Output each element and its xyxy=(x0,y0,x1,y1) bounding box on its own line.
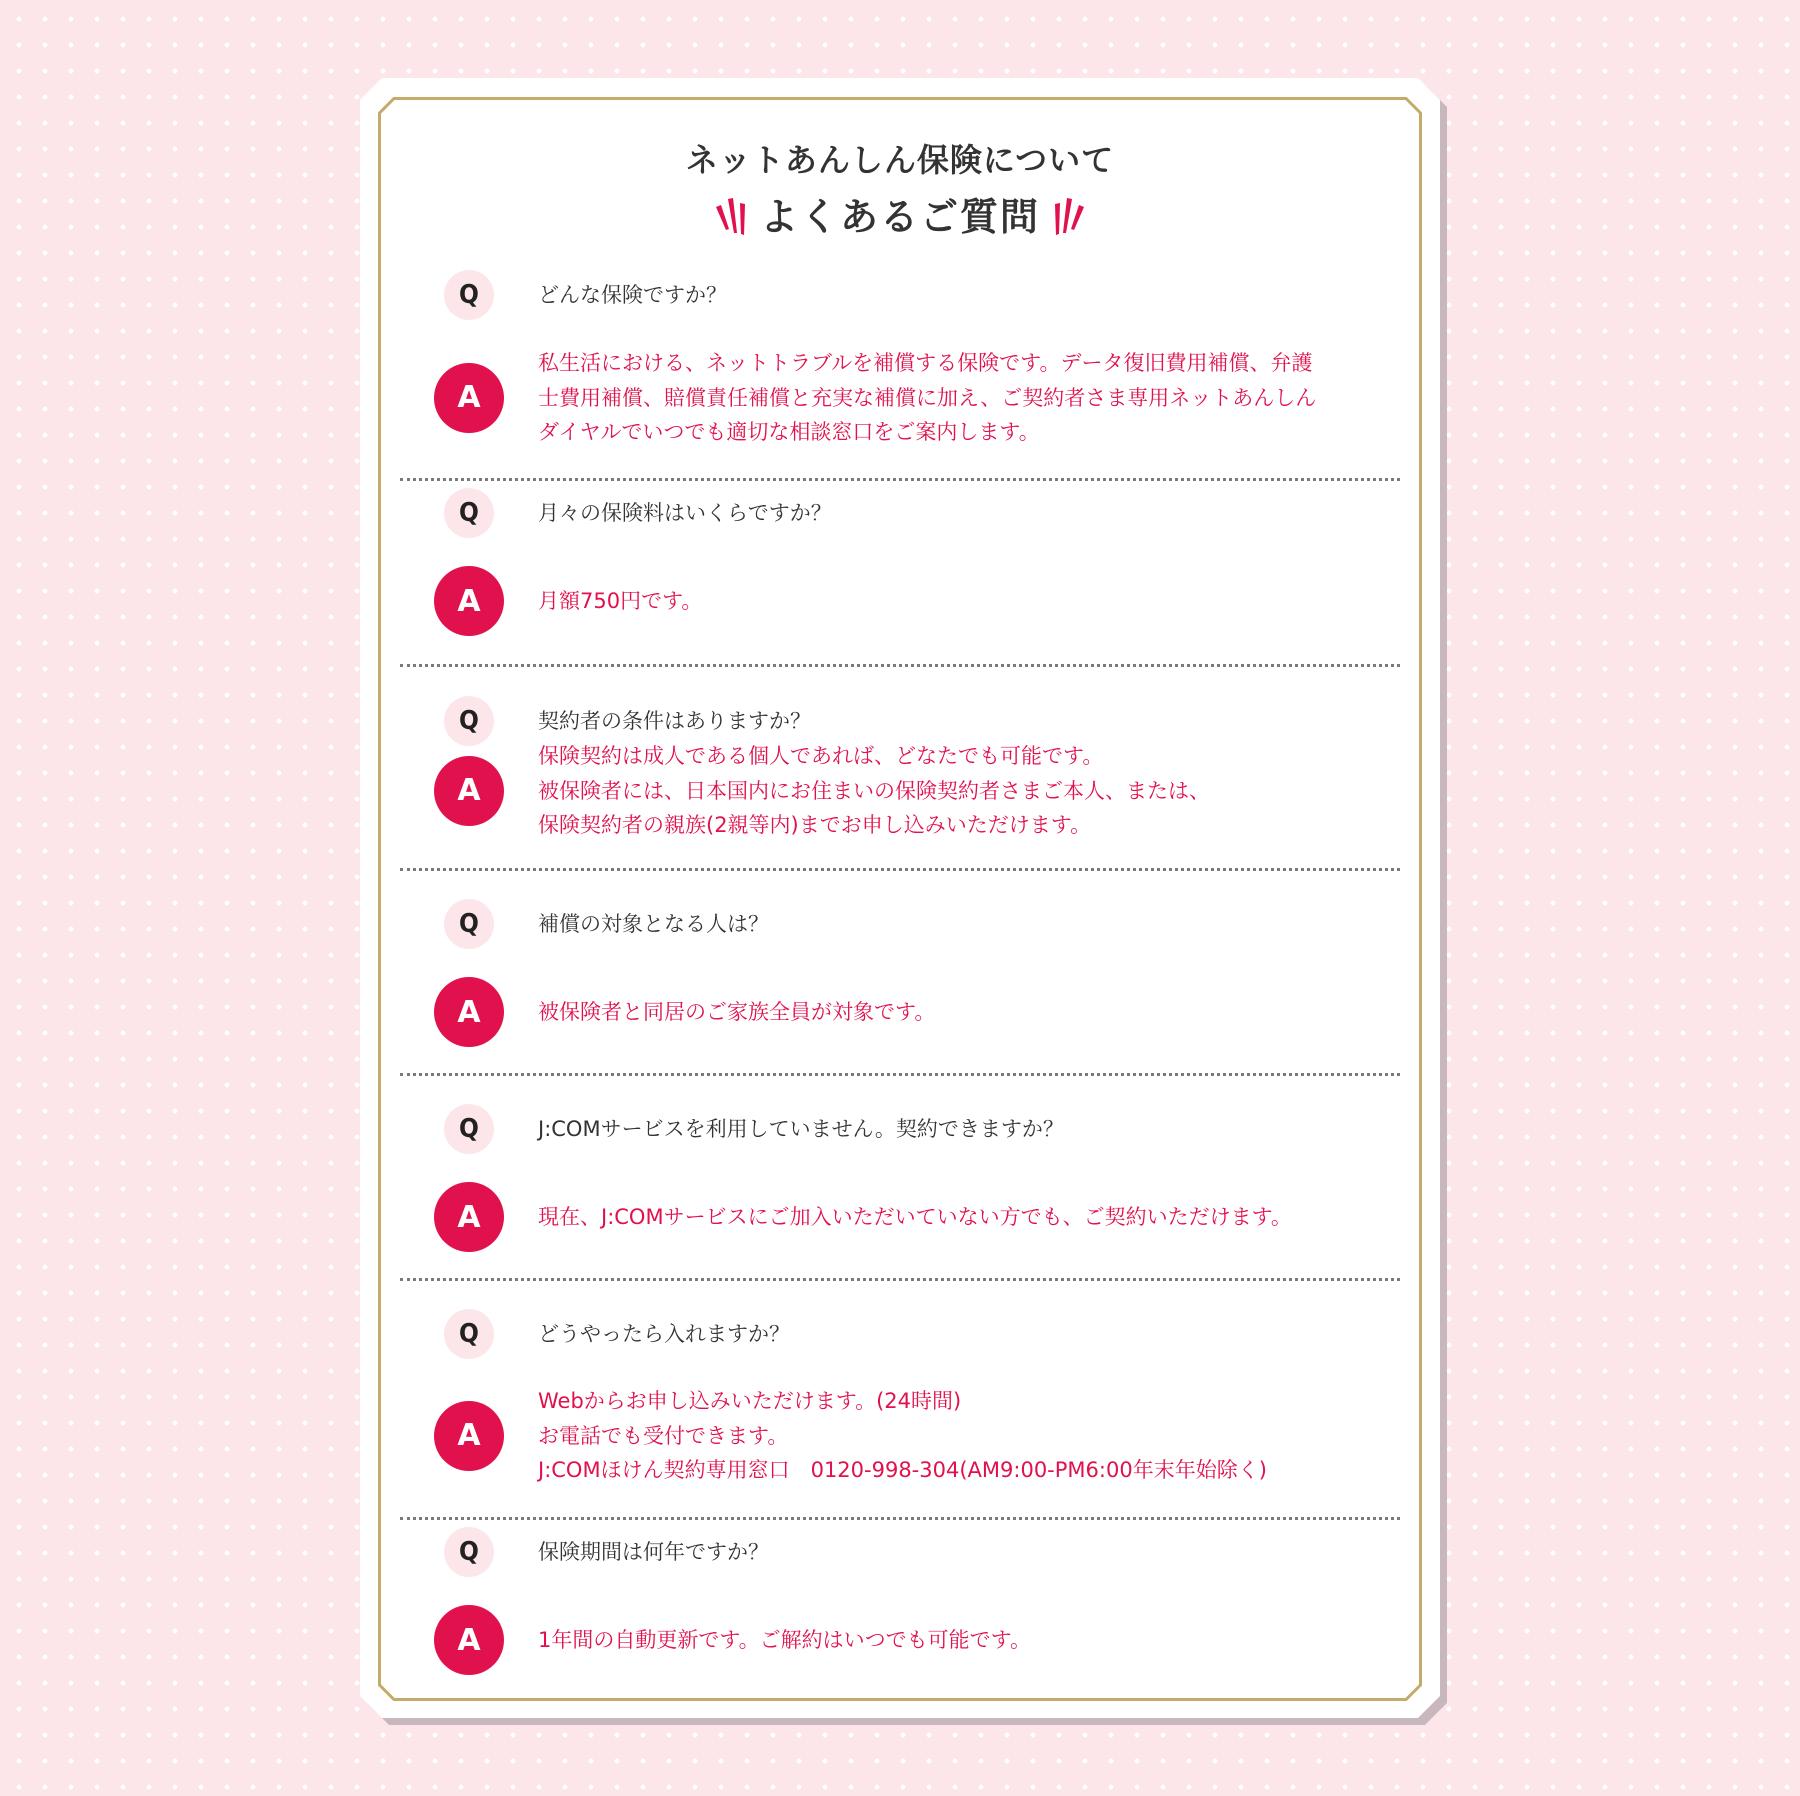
answer-line: 私生活における、ネットトラブルを補償する保険です。データ復旧費用補償、弁護 xyxy=(538,351,1313,375)
answer-badge: A xyxy=(434,1605,504,1675)
answer-badge: A xyxy=(434,977,504,1047)
faq-heading xyxy=(360,138,1440,242)
answer-badge: A xyxy=(434,363,504,433)
faq-item xyxy=(400,667,1400,871)
answer-line: 月額750円です。 xyxy=(538,588,703,613)
question-badge: Q xyxy=(444,270,494,320)
answer-line: 士費用補償、賠償責任補償と充実な補償に加え、ご契約者さま専用ネットあんしん xyxy=(538,385,1317,410)
emphasis-lines-right-icon xyxy=(1052,197,1086,237)
question-row xyxy=(400,488,832,538)
question-text: 補償の対象となる人は？ xyxy=(538,912,769,936)
answer-line: ダイヤルでいつでも適切な相談窓口をご案内します。 xyxy=(538,420,1040,444)
faq-item xyxy=(400,1076,1400,1281)
faq-list xyxy=(400,270,1400,1690)
answer-line: 現在、J:COMサービスにご加入いただいていない方でも、ご契約いただけます。 xyxy=(538,1204,1292,1229)
answer-badge: A xyxy=(434,1401,504,1471)
question-row xyxy=(400,1527,769,1577)
question-badge: Q xyxy=(444,696,494,746)
answer-badge: A xyxy=(434,756,504,826)
answer-text xyxy=(538,584,702,619)
question-row xyxy=(400,899,769,949)
question-badge: Q xyxy=(444,1527,494,1577)
question-badge: Q xyxy=(444,488,494,538)
answer-line: 被保険者には、日本国内にお住まいの保険契約者さまご本人、または、 xyxy=(538,778,1210,803)
answer-badge: A xyxy=(434,566,504,636)
question-text: 保険期間は何年ですか？ xyxy=(538,1540,769,1564)
answer-row xyxy=(400,1605,1031,1675)
question-text: どんな保険ですか？ xyxy=(538,283,727,307)
question-row xyxy=(400,1309,790,1359)
answer-row xyxy=(400,739,1210,843)
faq-item xyxy=(400,871,1400,1076)
answer-line: お電話でも受付できます。 xyxy=(538,1423,789,1448)
answer-row xyxy=(400,1182,1292,1252)
question-row xyxy=(400,270,727,320)
answer-line: Webからお申し込みいただけます。(24時間) xyxy=(538,1389,962,1413)
answer-row xyxy=(400,566,702,636)
answer-badge: A xyxy=(434,1182,504,1252)
answer-row xyxy=(400,1384,1267,1488)
answer-line: 保険契約は成人である個人であれば、どなたでも可能です。 xyxy=(538,744,1104,768)
answer-text xyxy=(538,739,1210,843)
question-text: 契約者の条件はありますか？ xyxy=(538,709,811,733)
heading-main-row xyxy=(360,192,1440,242)
question-badge: Q xyxy=(444,1104,494,1154)
answer-text xyxy=(538,1384,1267,1488)
question-badge: Q xyxy=(444,1309,494,1359)
answer-text xyxy=(538,1200,1292,1235)
heading-title: よくあるご質問 xyxy=(759,195,1040,239)
question-row xyxy=(400,1104,1064,1154)
emphasis-lines-left-icon xyxy=(714,197,748,237)
question-text: どうやったら入れますか？ xyxy=(538,1322,790,1346)
answer-text xyxy=(538,1623,1031,1658)
answer-line: 被保険者と同居のご家族全員が対象です。 xyxy=(538,999,936,1024)
question-text: 月々の保険料はいくらですか？ xyxy=(538,501,832,525)
answer-line: 1年間の自動更新です。ご解約はいつでも可能です。 xyxy=(538,1627,1031,1652)
faq-item xyxy=(400,270,1400,481)
answer-line: 保険契約者の親族(2親等内)までお申し込みいただけます。 xyxy=(538,813,1092,837)
heading-subtitle: ネットあんしん保険について xyxy=(685,141,1115,179)
faq-item xyxy=(400,1520,1400,1690)
answer-row xyxy=(400,977,935,1047)
answer-line: J:COMほけん契約専用窓口 0120-998-304(AM9:00-PM6:00年末年始除く) xyxy=(538,1458,1267,1482)
answer-text xyxy=(538,346,1316,450)
answer-row xyxy=(400,346,1316,450)
faq-item xyxy=(400,1281,1400,1520)
faq-item xyxy=(400,481,1400,667)
question-text: J:COMサービスを利用していません。契約できますか？ xyxy=(538,1117,1064,1141)
answer-text xyxy=(538,995,935,1030)
question-badge: Q xyxy=(444,899,494,949)
